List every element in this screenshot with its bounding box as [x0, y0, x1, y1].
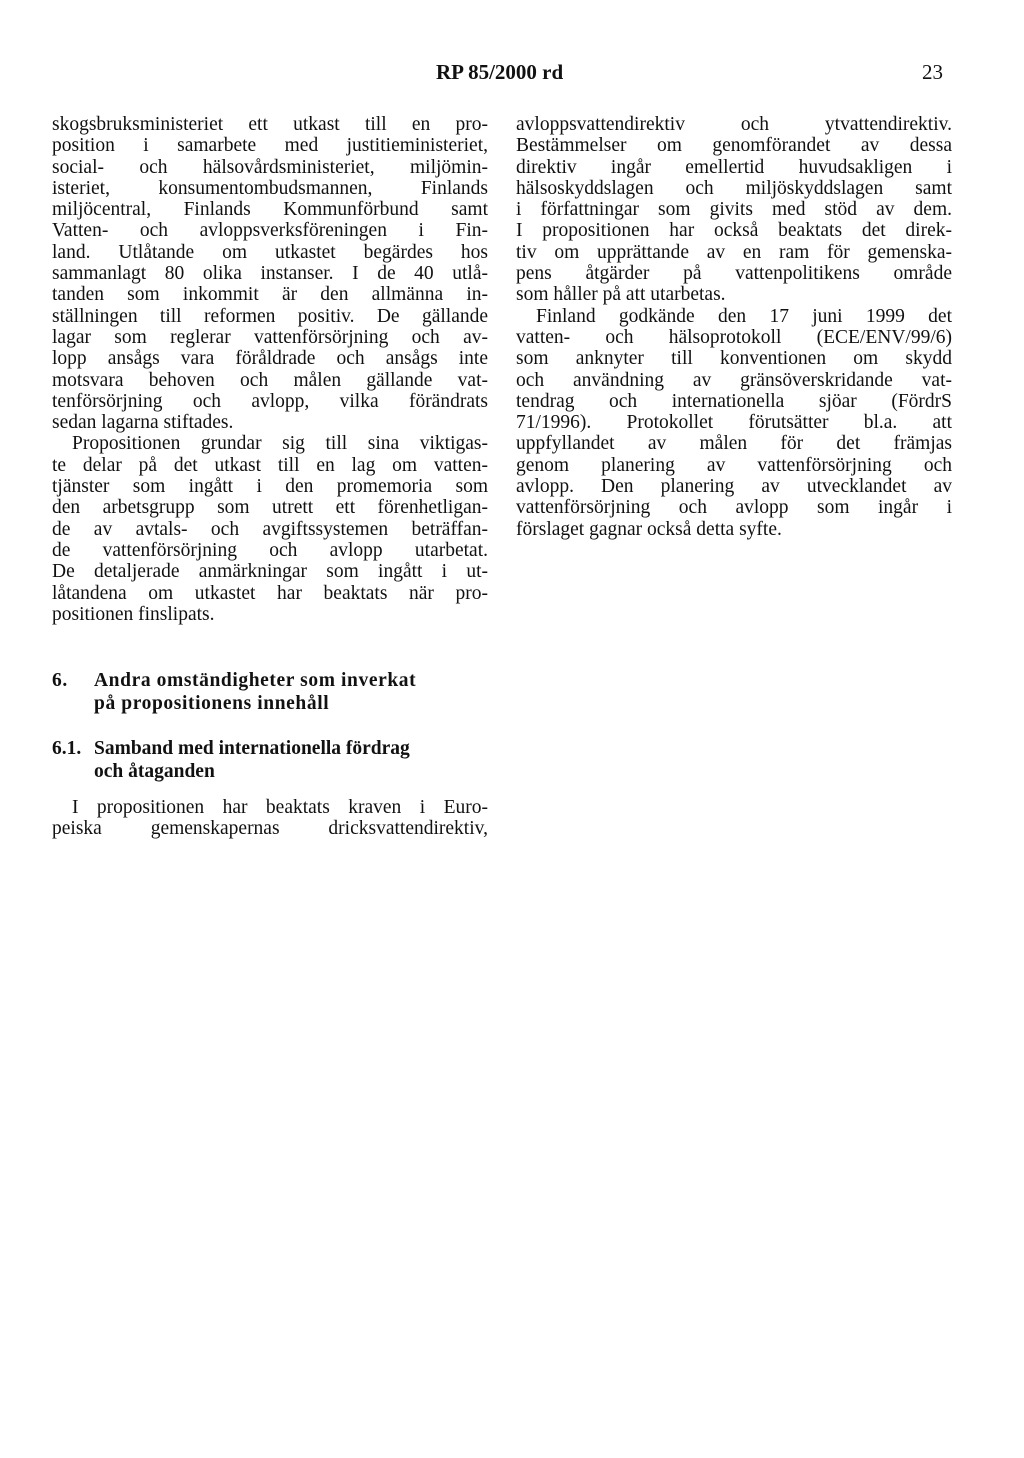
text-line: position i samarbete med justitieministeriet,: [52, 135, 488, 157]
text-line: vatten- och hälsoprotokoll (ECE/ENV/99/6): [516, 326, 952, 348]
text-line: som anknyter till konventionen om skydd: [516, 348, 952, 370]
text-line: tendrag och internationella sjöar (FördrS: [516, 390, 952, 412]
section-number: 6.1.: [52, 738, 82, 759]
text-line: som håller på att utarbetas.: [516, 284, 726, 306]
text-line: pens åtgärder på vattenpolitikens område: [516, 263, 952, 285]
text-line: land. Utlåtande om utkastet begärdes hos: [52, 241, 488, 263]
text-line: de vattenförsörjning och avlopp utarbetat.: [52, 539, 488, 561]
text-line: i författningar som givits med stöd av dem.: [516, 199, 952, 221]
page-number: 23: [922, 60, 943, 84]
text-line: lopp ansågs vara föråldrade och ansågs inte: [52, 348, 488, 370]
text-line: avlopp. Den planering av utvecklandet av: [516, 476, 952, 498]
section-title-line: Samband med internationella fördrag: [94, 738, 410, 759]
paragraph-directives-cont: [516, 114, 952, 306]
section-title-line: på propositionens innehåll: [94, 693, 330, 714]
text-line: förslaget gagnar också detta syfte.: [516, 518, 782, 540]
text-line: tanden som inkommit är den allmänna in-: [52, 284, 488, 306]
text-line: direktiv ingår emellertid huvudsakligen i: [516, 156, 952, 178]
text-line: te delar på det utkast till en lag om vatten-: [52, 454, 488, 476]
text-line: peiska gemenskapernas dricksvattendirektiv,: [52, 818, 488, 840]
text-line: 71/1996). Protokollet förutsätter bl.a. att: [516, 412, 952, 434]
text-line: skogsbruksministeriet ett utkast till en pro-: [52, 114, 488, 135]
section-heading-6: [52, 669, 416, 715]
text-line: hälsoskyddslagen och miljöskyddslagen samt: [516, 177, 952, 199]
text-line: Propositionen grundar sig till sina viktigas-: [72, 433, 488, 455]
text-line: tiv om upprättande av en ram för gemenska-: [516, 241, 952, 263]
text-line: tenförsörjning och avlopp, vilka förändrats: [52, 390, 488, 412]
text-line: sedan lagarna stiftades.: [52, 412, 234, 434]
text-line: I propositionen har också beaktats det direk-: [516, 220, 952, 242]
text-line: ställningen till reformen positiv. De gällande: [52, 305, 488, 327]
text-line: lagar som reglerar vattenförsörjning och av-: [52, 326, 488, 348]
text-line: de av avtals- och avgiftssystemen beträffan-: [52, 518, 488, 540]
text-line: social- och hälsovårdsministeriet, miljömin-: [52, 156, 488, 178]
left-column: [52, 114, 488, 625]
text-line: positionen finslipats.: [52, 603, 215, 625]
text-line: isteriet, konsumentombudsmannen, Finlands: [52, 177, 488, 199]
text-line: Bestämmelser om genomförandet av dessa: [516, 135, 952, 157]
text-line: genom planering av vattenförsörjning och: [516, 454, 952, 476]
section-title-line: Andra omständigheter som inverkat: [94, 670, 417, 691]
paragraph-basis: [52, 433, 488, 625]
text-line: låtandena om utkastet har beaktats när pro-: [52, 582, 488, 604]
text-line: Vatten- och avloppsverksföreningen i Fin-: [52, 220, 488, 242]
paragraph-protocol: [516, 306, 952, 540]
text-line: uppfyllandet av målen för det främjas: [516, 433, 952, 455]
paragraph-directives: [52, 797, 488, 840]
text-line: och användning av gränsöverskridande vat-: [516, 369, 952, 391]
text-line: avloppsvattendirektiv och ytvattendirektiv.: [516, 114, 952, 135]
text-line: De detaljerade anmärkningar som ingått i ut-: [52, 561, 488, 583]
right-column: [516, 114, 952, 540]
text-line: I propositionen har beaktats kraven i Euro-: [72, 797, 488, 818]
section-number: 6.: [52, 670, 68, 691]
text-line: sammanlagt 80 olika instanser. I de 40 utlå-: [52, 263, 488, 285]
text-line: motsvara behoven och målen gällande vat-: [52, 369, 488, 391]
text-line: Finland godkände den 17 juni 1999 det: [536, 305, 952, 327]
text-line: den arbetsgrupp som utrett ett förenhetligan-: [52, 497, 488, 519]
text-line: miljöcentral, Finlands Kommunförbund samt: [52, 199, 488, 221]
text-line: vattenförsörjning och avlopp som ingår i: [516, 497, 952, 519]
section-title-line: och åtaganden: [94, 761, 215, 782]
document-title: RP 85/2000 rd: [436, 60, 564, 84]
text-line: tjänster som ingått i den promemoria som: [52, 476, 488, 498]
section-heading-6-1: [52, 737, 410, 783]
paragraph-consultation: [52, 114, 488, 433]
